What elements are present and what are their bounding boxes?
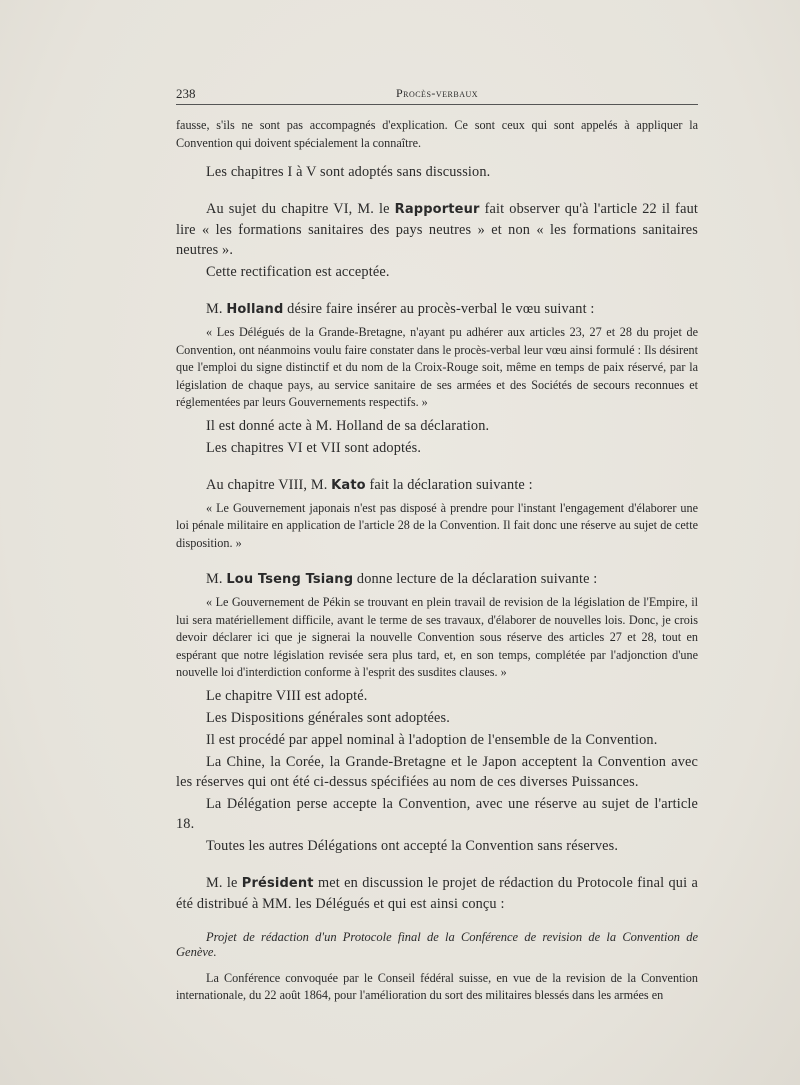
text-before: Au sujet du chapitre VI, M. le	[206, 201, 395, 217]
speaker-name: Rapporteur	[394, 202, 480, 217]
running-head: Procès-verbaux	[395, 86, 479, 100]
text-after: fait observer qu'à l'article 22 il faut lire « les formations sanitaires des pays neutres » et non « les formations sanitaires neutres ».	[176, 201, 698, 258]
quote-british-delegates: « Les Délégués de la Grande-Bretagne, n'ayant pu adhérer aux articles 23, 27 et 28 du projet de Convention, ont néanmoins voulu faire constater dans le procès-verbal leur vœu ainsi formulé : Ils désirent que l'emploi du signe distinctif et du nom de la Croix-Rouge soit, même en temps de paix réservé, par la législation de chaque pays, au service sanitaire de ses armées et des Sociétés de secours reconnues et réglementées par leurs Gouvernements respectifs. »	[176, 325, 698, 409]
paragraph-reserves: La Chine, la Corée, la Grande-Bretagne et le Japon acceptent la Convention avec les réserves qui ont été ci-dessus spécifiées au nom de ces diverses Puissances.	[176, 753, 698, 790]
paragraph-perse: La Délégation perse accepte la Convention, avec une réserve au sujet de l'article 18.	[176, 795, 698, 832]
protocol-title: Projet de rédaction d'un Protocole final de la Conférence de revision de la Convention de Genève.	[176, 929, 698, 959]
paragraph-kato	[176, 475, 698, 496]
text-before: Au chapitre VIII, M.	[206, 476, 332, 493]
paragraph-continuation: fausse, s'ils ne sont pas accompagnés d'explication. Ce sont ceux qui sont appelés à appliquer la Convention qui doivent spécialement la connaître.	[176, 118, 698, 150]
text-after: désire faire insérer au procès-verbal le vœu suivant :	[283, 301, 595, 317]
paragraph-conference: La Conférence convoquée par le Conseil fédéral suisse, en vue de la revision de la Convention internationale, du 22 août 1864, pour l'amélioration du sort des militaires blessés dans les armées en	[176, 970, 698, 1002]
text-before: M. le	[206, 874, 242, 891]
text-before: M.	[206, 571, 227, 587]
speaker-name: Kato	[331, 477, 366, 493]
paragraph-rapporteur	[176, 199, 698, 260]
text-after: fait la déclaration suivante :	[365, 476, 533, 493]
paragraph-dispositions: Les Dispositions générales sont adoptées.	[206, 709, 450, 726]
speaker-name: Président	[241, 875, 314, 891]
paragraph-acte: Il est donné acte à M. Holland de sa déclaration.	[206, 417, 490, 434]
paragraph-autres-delegations: Toutes les autres Délégations ont accepté la Convention sans réserves.	[206, 837, 619, 854]
text-before: M.	[206, 301, 227, 317]
speaker-name: Lou Tseng Tsiang	[226, 572, 354, 587]
quote-pekin-government: « Le Gouvernement de Pékin se trouvant en plein travail de revision de la législation de l'Empire, il lui sera matériellement difficile, avant le terme de ses travaux, d'élaborer de nouvelles lois. Donc, je crois devoir déclarer ici que je signerai la nouvelle Convention sous réserve des articles 27 et 28, tout en espérant que notre législation revisée sera plus tard, et, en son temps, complétée par l'adjonction d'une nouvelle loi d'interdiction conforme à l'esprit des susdites clauses. »	[176, 595, 698, 679]
paragraph-holland	[176, 299, 698, 320]
paragraph-lou-tseng-tsiang	[176, 569, 698, 590]
speaker-name: Holland	[226, 302, 284, 317]
page-content	[176, 82, 698, 1005]
text-after: donne lecture de la déclaration suivante :	[353, 571, 598, 587]
paragraph-appel-nominal: Il est procédé par appel nominal à l'adoption de l'ensemble de la Convention.	[206, 731, 658, 748]
page-header	[176, 82, 698, 105]
quote-japanese-government: « Le Gouvernement japonais n'est pas disposé à prendre pour l'instant l'engagement d'élaborer une loi pénale militaire en application de l'article 28 de la Convention. Il fait donc une réserve au sujet de cette disposition. »	[176, 500, 698, 550]
paragraph-chapter-viii: Le chapitre VIII est adopté.	[206, 687, 368, 704]
paragraph-chapters-adopted: Les chapitres I à V sont adoptés sans discussion.	[206, 164, 491, 180]
paragraph-chapters-vi-vii: Les chapitres VI et VII sont adoptés.	[206, 439, 422, 456]
text-after: met en discussion le projet de rédaction du Protocole final qui a été distribué à MM. les Délégués et qui est ainsi conçu :	[176, 874, 698, 912]
paragraph-rectification: Cette rectification est acceptée.	[206, 264, 390, 280]
paragraph-president	[176, 873, 698, 914]
page-number: 238	[176, 86, 196, 101]
